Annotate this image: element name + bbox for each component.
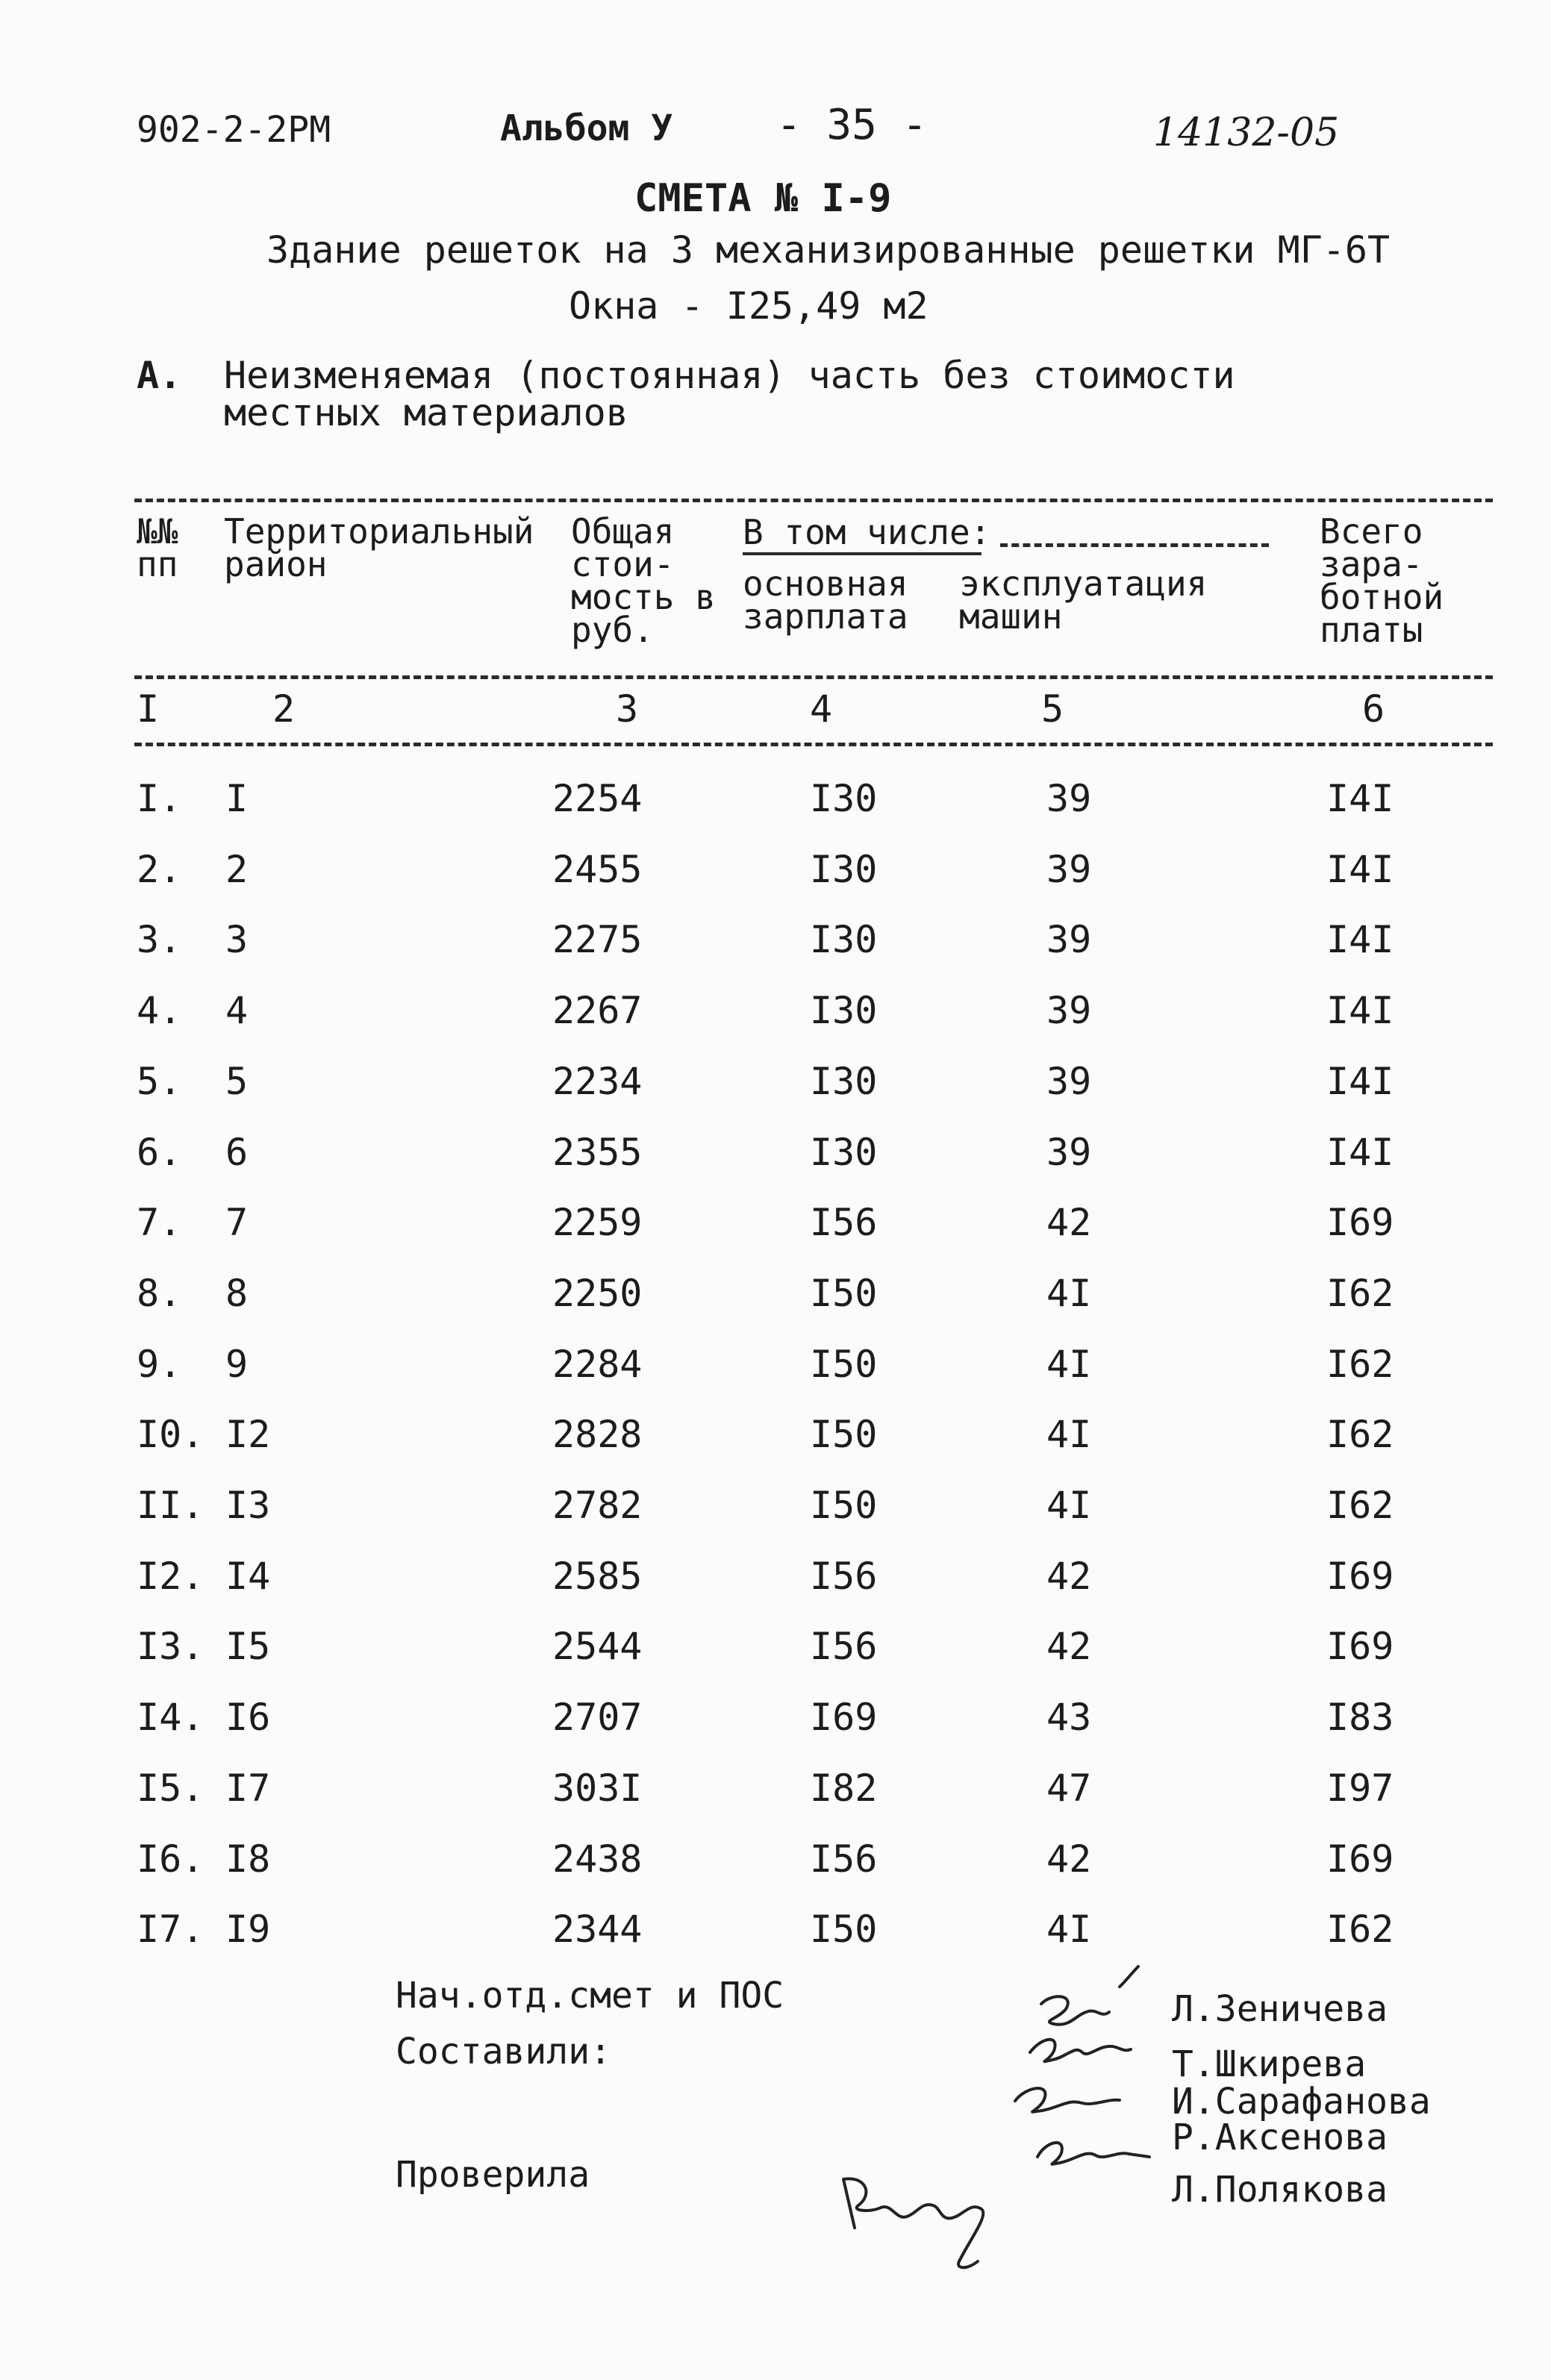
row-total-cost: 2284 bbox=[552, 1343, 643, 1386]
windows-area: Окна - I25,49 м2 bbox=[569, 284, 929, 328]
row-machine-operation: 42 bbox=[1046, 1625, 1092, 1668]
row-total-salary: I69 bbox=[1326, 1555, 1394, 1598]
row-base-salary: I30 bbox=[810, 777, 878, 820]
row-total-salary: I4I bbox=[1326, 1131, 1394, 1174]
row-total-cost: 2259 bbox=[552, 1201, 643, 1244]
row-number: I4. bbox=[137, 1696, 205, 1739]
row-base-salary: I56 bbox=[810, 1201, 878, 1244]
row-base-salary: I69 bbox=[810, 1696, 878, 1739]
row-base-salary: I56 bbox=[810, 1625, 878, 1668]
row-total-cost: 2707 bbox=[552, 1696, 643, 1739]
row-total-cost: 2267 bbox=[552, 989, 643, 1032]
row-base-salary: I56 bbox=[810, 1555, 878, 1598]
row-machine-operation: 4I bbox=[1046, 1908, 1092, 1951]
document-code: 902-2-2РМ bbox=[137, 109, 331, 151]
row-district: I9 bbox=[225, 1908, 271, 1951]
signer-name-1: Л.Зеничева bbox=[1172, 1988, 1388, 2030]
head-of-department-label: Нач.отд.смет и ПОС bbox=[396, 1975, 784, 2017]
row-machine-operation: 4I bbox=[1046, 1484, 1092, 1527]
row-number: 6. bbox=[137, 1131, 182, 1174]
row-total-salary: I4I bbox=[1326, 1060, 1394, 1103]
row-machine-operation: 43 bbox=[1046, 1696, 1092, 1739]
row-total-salary: I69 bbox=[1326, 1201, 1394, 1244]
row-machine-operation: 47 bbox=[1046, 1767, 1092, 1810]
column-number-3: 3 bbox=[616, 687, 639, 731]
row-machine-operation: 39 bbox=[1046, 1131, 1092, 1174]
header-total-cost: Общая стои- мость в руб. bbox=[571, 511, 716, 650]
row-machine-operation: 39 bbox=[1046, 777, 1092, 820]
smeta-title: СМЕТА № I-9 bbox=[634, 176, 892, 221]
album-label: Альбом У bbox=[500, 107, 673, 149]
row-number: 5. bbox=[137, 1060, 182, 1103]
row-number: 2. bbox=[137, 848, 182, 891]
row-total-salary: I62 bbox=[1326, 1413, 1394, 1456]
column-number-1: I bbox=[137, 687, 160, 731]
row-base-salary: I50 bbox=[810, 1413, 878, 1456]
row-district: 6 bbox=[225, 1131, 249, 1174]
row-number: 4. bbox=[137, 989, 182, 1032]
row-total-salary: I62 bbox=[1326, 1272, 1394, 1315]
row-total-salary: I62 bbox=[1326, 1484, 1394, 1527]
row-total-cost: 2355 bbox=[552, 1131, 643, 1174]
row-total-cost: 2585 bbox=[552, 1555, 643, 1598]
signer-name-5: Л.Полякова bbox=[1172, 2169, 1388, 2211]
header-including-dash bbox=[1000, 543, 1269, 547]
row-total-cost: 2438 bbox=[552, 1837, 643, 1881]
row-total-salary: I83 bbox=[1326, 1696, 1394, 1739]
signer-name-4: Р.Аксенова bbox=[1172, 2117, 1388, 2158]
row-base-salary: I50 bbox=[810, 1908, 878, 1951]
column-number-rule bbox=[134, 743, 1493, 746]
row-number: I6. bbox=[137, 1837, 205, 1881]
row-base-salary: I30 bbox=[810, 918, 878, 961]
row-base-salary: I50 bbox=[810, 1484, 878, 1527]
row-total-salary: I62 bbox=[1326, 1908, 1394, 1951]
row-machine-operation: 4I bbox=[1046, 1413, 1092, 1456]
checker-signature bbox=[828, 2149, 1023, 2284]
row-district: I2 bbox=[225, 1413, 271, 1456]
row-total-cost: 2782 bbox=[552, 1484, 643, 1527]
row-total-salary: I62 bbox=[1326, 1343, 1394, 1386]
compiled-by-label: Составили: bbox=[396, 2031, 611, 2073]
section-line-1: Неизменяемая (постоянная) часть без стоимости bbox=[224, 354, 1235, 397]
column-number-5: 5 bbox=[1041, 687, 1064, 731]
archive-number: 14132-05 bbox=[1153, 110, 1340, 155]
header-district: Территориальный район bbox=[224, 511, 534, 584]
row-base-salary: I30 bbox=[810, 989, 878, 1032]
row-district: I bbox=[225, 777, 249, 820]
row-total-cost: 2250 bbox=[552, 1272, 643, 1315]
column-number-6: 6 bbox=[1362, 687, 1385, 731]
row-base-salary: I82 bbox=[810, 1767, 878, 1810]
row-number: I3. bbox=[137, 1625, 205, 1668]
row-district: I6 bbox=[225, 1696, 271, 1739]
building-title: Здание решеток на 3 механизированные решетки МГ-6Т bbox=[266, 228, 1391, 272]
row-district: 9 bbox=[225, 1343, 249, 1386]
row-number: I. bbox=[137, 777, 182, 820]
row-base-salary: I30 bbox=[810, 1131, 878, 1174]
row-total-cost: 303I bbox=[552, 1767, 643, 1810]
row-district: I8 bbox=[225, 1837, 271, 1881]
row-base-salary: I56 bbox=[810, 1837, 878, 1881]
section-line-2: местных материалов bbox=[224, 391, 628, 434]
row-number: I7. bbox=[137, 1908, 205, 1951]
row-total-salary: I4I bbox=[1326, 848, 1394, 891]
row-district: I7 bbox=[225, 1767, 271, 1810]
row-total-cost: 2828 bbox=[552, 1413, 643, 1456]
row-machine-operation: 4I bbox=[1046, 1272, 1092, 1315]
row-total-cost: 2344 bbox=[552, 1908, 643, 1951]
row-number: 7. bbox=[137, 1201, 182, 1244]
header-base-salary: основная зарплата bbox=[743, 563, 908, 637]
row-machine-operation: 42 bbox=[1046, 1555, 1092, 1598]
row-number: 8. bbox=[137, 1272, 182, 1315]
row-total-cost: 2234 bbox=[552, 1060, 643, 1103]
row-machine-operation: 39 bbox=[1046, 848, 1092, 891]
row-machine-operation: 4I bbox=[1046, 1343, 1092, 1386]
row-machine-operation: 42 bbox=[1046, 1201, 1092, 1244]
page-number: - 35 - bbox=[776, 101, 928, 149]
header-machine-operation: эксплуатация машин bbox=[959, 563, 1208, 637]
row-total-cost: 2455 bbox=[552, 848, 643, 891]
row-total-salary: I4I bbox=[1326, 989, 1394, 1032]
row-total-salary: I97 bbox=[1326, 1767, 1394, 1810]
header-including: В том числе: bbox=[743, 512, 991, 552]
checked-by-label: Проверила bbox=[396, 2154, 590, 2196]
table-top-rule bbox=[134, 499, 1493, 502]
row-district: 7 bbox=[225, 1201, 249, 1244]
row-district: 5 bbox=[225, 1060, 249, 1103]
row-total-cost: 2544 bbox=[552, 1625, 643, 1668]
row-number: I2. bbox=[137, 1555, 205, 1598]
column-number-2: 2 bbox=[272, 687, 296, 731]
row-total-salary: I69 bbox=[1326, 1625, 1394, 1668]
row-district: 4 bbox=[225, 989, 249, 1032]
row-machine-operation: 39 bbox=[1046, 989, 1092, 1032]
row-base-salary: I30 bbox=[810, 1060, 878, 1103]
row-machine-operation: 42 bbox=[1046, 1837, 1092, 1881]
row-base-salary: I50 bbox=[810, 1272, 878, 1315]
row-total-cost: 2254 bbox=[552, 777, 643, 820]
section-letter: А. bbox=[137, 354, 182, 397]
row-number: I5. bbox=[137, 1767, 205, 1810]
header-number: №№ пп bbox=[137, 511, 178, 584]
row-number: I0. bbox=[137, 1413, 205, 1456]
signer-name-3: И.Сарафанова bbox=[1172, 2081, 1431, 2123]
row-total-salary: I4I bbox=[1326, 777, 1394, 820]
row-district: 3 bbox=[225, 918, 249, 961]
row-total-cost: 2275 bbox=[552, 918, 643, 961]
header-total-salary: Всего зара- ботной платы bbox=[1320, 511, 1444, 650]
row-number: 9. bbox=[137, 1343, 182, 1386]
row-number: II. bbox=[137, 1484, 205, 1527]
row-total-salary: I4I bbox=[1326, 918, 1394, 961]
row-number: 3. bbox=[137, 918, 182, 961]
row-machine-operation: 39 bbox=[1046, 918, 1092, 961]
row-district: 2 bbox=[225, 848, 249, 891]
row-district: I5 bbox=[225, 1625, 271, 1668]
row-base-salary: I50 bbox=[810, 1343, 878, 1386]
signer-name-2: Т.Шкирева bbox=[1172, 2043, 1367, 2085]
header-including-underline bbox=[743, 552, 982, 555]
row-district: 8 bbox=[225, 1272, 249, 1315]
row-district: I4 bbox=[225, 1555, 271, 1598]
row-machine-operation: 39 bbox=[1046, 1060, 1092, 1103]
header-bottom-rule bbox=[134, 675, 1493, 679]
row-total-salary: I69 bbox=[1326, 1837, 1394, 1881]
column-number-4: 4 bbox=[810, 687, 833, 731]
row-district: I3 bbox=[225, 1484, 271, 1527]
row-base-salary: I30 bbox=[810, 848, 878, 891]
